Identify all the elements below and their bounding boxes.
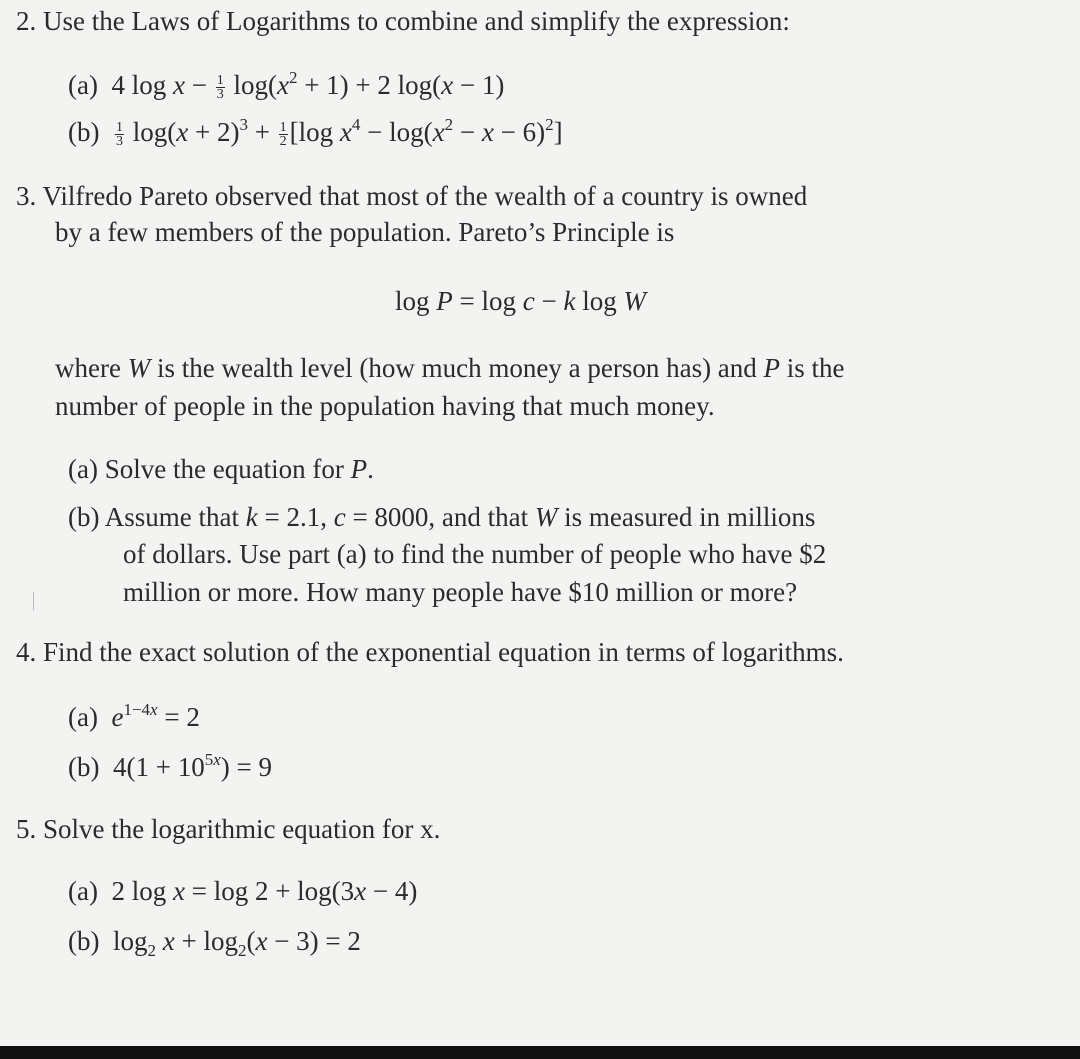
problem-4a-expression: $e^{1-4x} = 2$ <box>111 700 200 732</box>
problem-4a-label: (a) <box>68 702 98 732</box>
problem-3a: (a) Solve the equation for P. <box>68 454 374 484</box>
problem-5b <box>68 924 361 958</box>
problem-2-prompt: Use the Laws of Logarithms to combine and simplify the expression: <box>43 6 790 36</box>
problem-3-text-line2: by a few members of the population. Pareto’s Principle is <box>55 217 675 247</box>
bottom-edge-bar <box>0 1046 1080 1059</box>
problem-2a-label: (a) <box>68 70 98 100</box>
problem-3a-label: (a) <box>68 454 98 484</box>
problem-5-prompt: Solve the logarithmic equation for x. <box>43 814 441 844</box>
problem-4b-expression: $4(1 + 10^{5x}) = 9$ <box>106 750 272 782</box>
problem-3a-text: Solve the equation for <box>104 454 344 484</box>
problem-4-heading <box>16 635 844 669</box>
problem-4-prompt: Find the exact solution of the exponential equation in terms of logarithms. <box>43 637 844 667</box>
problem-4b <box>68 750 272 784</box>
problem-5b-expression: $\log_2 x + \log_2(x - 3) = 2$ <box>106 926 361 960</box>
problem-5b-label: (b) <box>68 926 100 956</box>
problem-4b-label: (b) <box>68 752 100 782</box>
problem-3-where-line1: where W is the wealth level (how much money a person has) and P is the <box>55 353 845 383</box>
problem-5a <box>68 874 417 908</box>
problem-2-number: 2. <box>16 6 37 36</box>
problem-3b-line2: of dollars. Use part (a) to find the number of people who have $2 <box>123 539 827 569</box>
problem-5a-expression: 2 log x = log 2 + log(3x − 4) <box>104 876 418 906</box>
problem-4a <box>68 700 200 734</box>
problem-3-number: 3. <box>16 181 37 211</box>
problem-4-number: 4. <box>16 637 37 667</box>
problem-2b <box>68 115 563 149</box>
problem-3-text-line1: Vilfredo Pareto observed that most of the wealth of a country is owned <box>42 181 808 211</box>
problem-3b-label: (b) <box>68 502 100 532</box>
problem-2-heading <box>16 4 790 38</box>
problem-3-heading <box>16 179 807 213</box>
pareto-equation: log P = log c − k log W <box>395 286 646 316</box>
problem-2b-label: (b) <box>68 117 100 147</box>
problem-3b-line1: (b) Assume that k = 2.1, c = 8000, and that W is measured in millions <box>68 502 816 532</box>
problem-2a-expression: 4 log x − $\frac{1}{3}$ $\log(x^2 + 1) + 2$ log(x − 1) <box>104 68 505 103</box>
problem-5a-label: (a) <box>68 876 98 906</box>
problem-2a <box>68 68 504 102</box>
problem-5-heading <box>16 812 440 846</box>
problem-3b-line3: million or more. How many people have $10 million or more? <box>123 577 798 607</box>
problem-5-number: 5. <box>16 814 37 844</box>
problem-3-where-line2: number of people in the population having that much money. <box>55 391 715 421</box>
problem-2b-expression: $\frac{1}{3}$ $\log(x + 2)^3$ + $\frac{1}{2}$ [log $x^4 - \log(x^2 - x - 6)^2$] <box>115 115 563 150</box>
margin-tick <box>33 592 34 610</box>
